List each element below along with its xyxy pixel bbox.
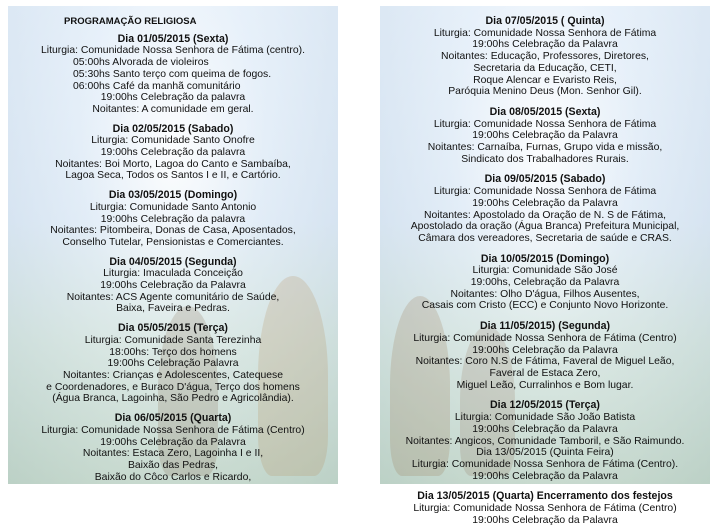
day-title: Dia 07/05/2015 ( Quinta) xyxy=(485,15,605,27)
day-line: Noitantes: ACS Agente comunitário de Saúde, xyxy=(66,291,280,303)
day-line: Noitantes: Apostolado da Oração de N. S de Fátima, xyxy=(423,209,666,221)
day-title: Dia 04/05/2015 (Segunda) xyxy=(109,255,237,268)
day-line: Miguel Leão, Curralinhos e Bom lugar. xyxy=(456,379,634,391)
day-block xyxy=(18,257,328,316)
day-line: 19:00hs, Celebração da Palavra xyxy=(470,277,620,289)
day-line: 19:00hs Celebração da Palavra xyxy=(472,470,618,482)
day-line: 19:00hs Celebração Palavra xyxy=(107,358,239,370)
day-line: Noitantes: A comunidade em geral. xyxy=(92,103,254,115)
day-line: Liturgia: Comunidade Nossa Senhora de Fátima xyxy=(433,118,657,130)
day-block xyxy=(390,321,700,391)
day-title: Dia 02/05/2015 (Sabado) xyxy=(112,122,234,135)
day-line: Lagoa Seca, Todos os Santos I e II, e Cartório. xyxy=(65,170,281,182)
day-line: e Coordenadores, e Buraco D'água, Terço dos homens xyxy=(46,381,300,393)
left-day-list xyxy=(18,34,328,484)
day-line: Liturgia: Comunidade Nossa Senhora de Fátima xyxy=(433,27,657,39)
day-line: 19:00hs Celebração da palavra xyxy=(100,92,246,104)
day-block xyxy=(18,323,328,405)
day-block xyxy=(390,491,700,526)
day-line: Liturgia: Comunidade Nossa Senhora de Fátima xyxy=(433,186,657,198)
day-line: 19:00hs Celebração da Palavra xyxy=(472,344,618,356)
day-title: Dia 12/05/2015 (Terça) xyxy=(490,399,600,412)
day-block xyxy=(390,400,700,482)
day-title: Dia 11/05/2015) (Segunda) xyxy=(479,320,611,333)
day-block xyxy=(390,174,700,244)
day-block xyxy=(18,124,328,183)
day-line: Liturgia: Comunidade Santa Terezinha xyxy=(84,334,262,346)
day-line: Noitantes: Carnaíba, Furnas, Grupo vida e missão, xyxy=(427,142,663,154)
right-panel-content xyxy=(390,16,700,526)
day-line: Liturgia: Comunidade Nossa Senhora de Fátima (Centro). xyxy=(411,458,679,470)
day-line: Liturgia: Comunidade São João Batista xyxy=(454,412,636,424)
day-title: Dia 13/05/2015 (Quarta) Encerramento dos festejos xyxy=(417,490,673,503)
day-block xyxy=(18,34,328,116)
day-line: 19:00hs Celebração da Palavra xyxy=(472,197,618,209)
day-title: Dia 06/05/2015 (Quarta) xyxy=(114,412,232,425)
day-line: Noitantes: Olho D'água, Filhos Ausentes, xyxy=(450,288,640,300)
day-line: 19:00hs Celebração da palavra xyxy=(100,147,246,159)
day-title: Dia 09/05/2015 (Sabado) xyxy=(484,173,606,186)
day-line: Noitantes: Pitombeira, Donas de Casa, Aposentados, xyxy=(50,225,296,237)
day-line: Noitantes: Boi Morto, Lagoa do Canto e Sambaíba, xyxy=(55,158,291,170)
day-line: 19:00hs Celebração da Palavra xyxy=(472,39,618,51)
day-line: Paróquia Menino Deus (Mon. Senhor Gil). xyxy=(448,86,642,98)
day-line: Liturgia: Comunidade Nossa Senhora de Fátima (Centro) xyxy=(41,424,305,436)
day-line: 19:00hs Celebração da Palavra xyxy=(100,436,246,448)
day-line: 18:00hs: Terço dos homens xyxy=(109,346,237,358)
day-block xyxy=(390,107,700,166)
day-line: Liturgia: Comunidade Nossa Senhora de Fátima (Centro) xyxy=(413,503,677,515)
day-line: Noitantes: Estaca Zero, Lagoinha I e II, xyxy=(82,448,264,460)
day-line: Casais com Cristo (ECC) e Conjunto Novo Horizonte. xyxy=(421,300,669,312)
day-line: Noitantes: Crianças e Adolescentes, Catequese xyxy=(62,369,284,381)
day-line: Baixão do Côco Carlos e Ricardo, xyxy=(94,471,252,483)
day-line: Sindicato dos Trabalhadores Rurais. xyxy=(461,153,629,165)
day-line: 05:00hs Alvorada de violeiros xyxy=(73,57,209,69)
program-title: PROGRAMAÇÃO RELIGIOSA xyxy=(64,16,197,27)
day-line: 19:00hs Celebração da Palavra xyxy=(472,514,618,526)
day-title: Dia 05/05/2015 (Terça) xyxy=(118,322,228,335)
day-line: Noitantes: Coro N.S de Fátima, Faveral de Miguel Leão, xyxy=(415,356,675,368)
day-block xyxy=(18,413,328,483)
day-line: Noitantes: Angicos, Comunidade Tamboril, e São Raimundo. xyxy=(405,435,685,447)
day-line: Liturgia: Comunidade Nossa Senhora de Fátima (centro). xyxy=(41,45,305,57)
day-line: 19:00hs Celebração da Palavra xyxy=(472,130,618,142)
day-line: Liturgia: Comunidade Santo Antonio xyxy=(89,201,257,213)
day-line: Baixão das Pedras, xyxy=(127,459,219,471)
day-line: Noitantes: Educação, Professores, Diretores, xyxy=(441,51,649,63)
left-panel xyxy=(8,6,338,484)
day-line: Câmara dos vereadores, Secretaria de saúde e CRAS. xyxy=(418,232,672,244)
day-line: 06:00hs Café da manhã comunitário xyxy=(73,80,241,92)
day-line: 05:30hs Santo terço com queima de fogos. xyxy=(73,68,272,80)
day-line: Conselho Tutelar, Pensionistas e Comerciantes. xyxy=(62,236,284,248)
day-line: Roque Alencar e Evaristo Reis, xyxy=(473,74,617,86)
day-line: Liturgia: Comunidade Santo Onofre xyxy=(91,135,255,147)
right-panel xyxy=(380,6,710,526)
day-line: Secretaria da Educação, CETI, xyxy=(473,62,617,74)
day-line: Baixa, Faveira e Pedras. xyxy=(116,303,230,315)
day-block xyxy=(18,190,328,249)
day-line: (Água Branca, Lagoinha, São Pedro e Agricolândia). xyxy=(52,393,294,405)
day-line: Liturgia: Comunidade São José xyxy=(472,265,618,277)
day-line: Liturgia: Comunidade Nossa Senhora de Fátima (Centro) xyxy=(413,332,677,344)
day-block xyxy=(390,16,700,98)
day-line: 19:00hs Celebração da Palavra xyxy=(100,280,246,292)
day-line: Liturgia: Imaculada Conceição xyxy=(103,268,243,280)
day-title: Dia 08/05/2015 (Sexta) xyxy=(489,105,601,118)
day-line: Dia 13/05/2015 (Quinta Feira) xyxy=(476,447,614,459)
day-line: Faveral de Estaca Zero, xyxy=(489,367,601,379)
day-line: 19:00hs Celebração da Palavra xyxy=(472,423,618,435)
day-line: Apostolado da oração (Água Branca) Prefeitura Municipal, xyxy=(410,221,680,233)
left-panel-content xyxy=(18,16,328,483)
day-title: Dia 10/05/2015 (Domingo) xyxy=(480,252,610,265)
day-title: Dia 03/05/2015 (Domingo) xyxy=(108,189,238,202)
right-day-list xyxy=(390,16,700,526)
day-block xyxy=(390,254,700,313)
day-title: Dia 01/05/2015 (Sexta) xyxy=(117,32,229,45)
day-line: 19:00hs Celebração da palavra xyxy=(100,213,246,225)
